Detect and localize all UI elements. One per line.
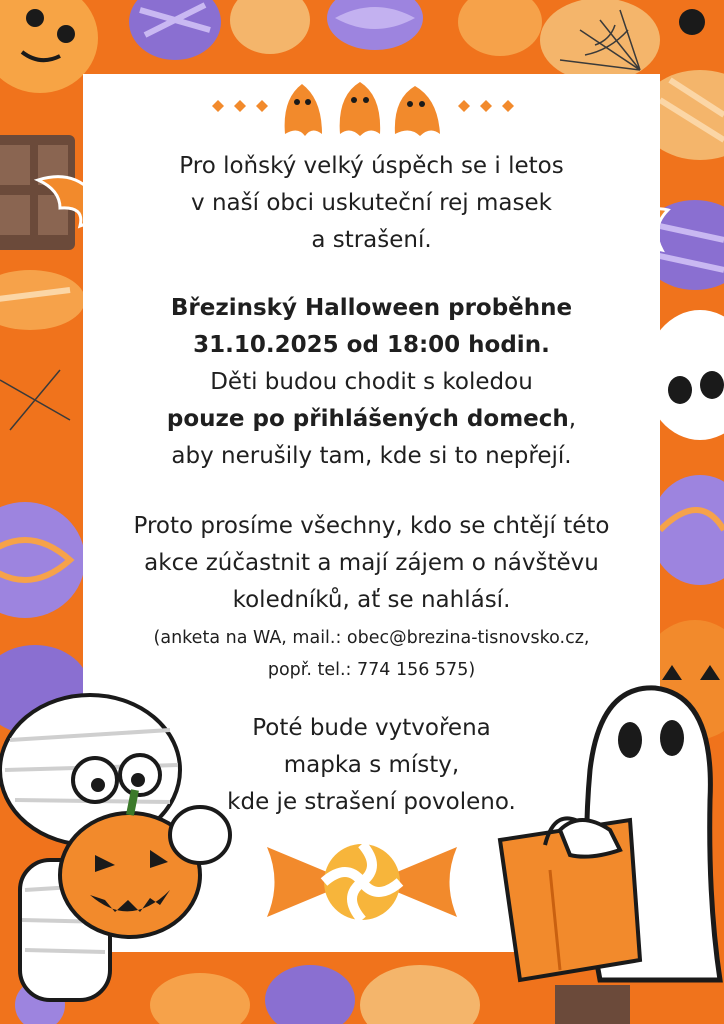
ghost-icon [285, 84, 322, 136]
spider-icon [679, 9, 705, 35]
event-paragraph [83, 290, 660, 475]
contact-line: popř. tel.: 774 156 575) [267, 660, 476, 680]
ghost-row [200, 74, 525, 144]
closing-line: Poté bude vytvořena [252, 715, 491, 741]
ghost-icon [395, 86, 440, 136]
mummy-icon [0, 690, 240, 1010]
contact-line: (anketa na WA, mail.: obec@brezina-tisnovsko.cz, [153, 628, 590, 648]
ghost-icon [340, 82, 381, 136]
intro-line: v naší obci uskuteční rej masek [191, 190, 552, 216]
event-datetime: 31.10.2025 od 18:00 hodin. [193, 332, 550, 358]
intro-line: a strašení. [311, 227, 432, 253]
only-registered-text: pouze po přihlášených domech [166, 406, 569, 432]
request-line: Proto prosíme všechny, kdo se chtějí této [133, 513, 610, 539]
registered-line [83, 401, 660, 438]
no-disturb-line: aby nerušily tam, kde si to nepřejí. [171, 443, 572, 469]
request-paragraph [83, 508, 660, 619]
request-line: koledníků, ať se nahlásí. [232, 587, 511, 613]
closing-line: mapka s místy, [283, 752, 460, 778]
intro-paragraph [83, 148, 660, 259]
kids-line: Děti budou chodit s koledou [210, 369, 533, 395]
ghost-icon [490, 680, 724, 990]
event-title: Březinský Halloween proběhne [170, 295, 573, 321]
candy-icon [262, 832, 462, 932]
contact-paragraph [83, 622, 660, 686]
request-line: akce zúčastnit a mají zájem o návštěvu [144, 550, 599, 576]
closing-line: kde je strašení povoleno. [227, 789, 516, 815]
only-registered-suffix: , [568, 406, 577, 432]
intro-line: Pro loňský velký úspěch se i letos [179, 153, 564, 179]
